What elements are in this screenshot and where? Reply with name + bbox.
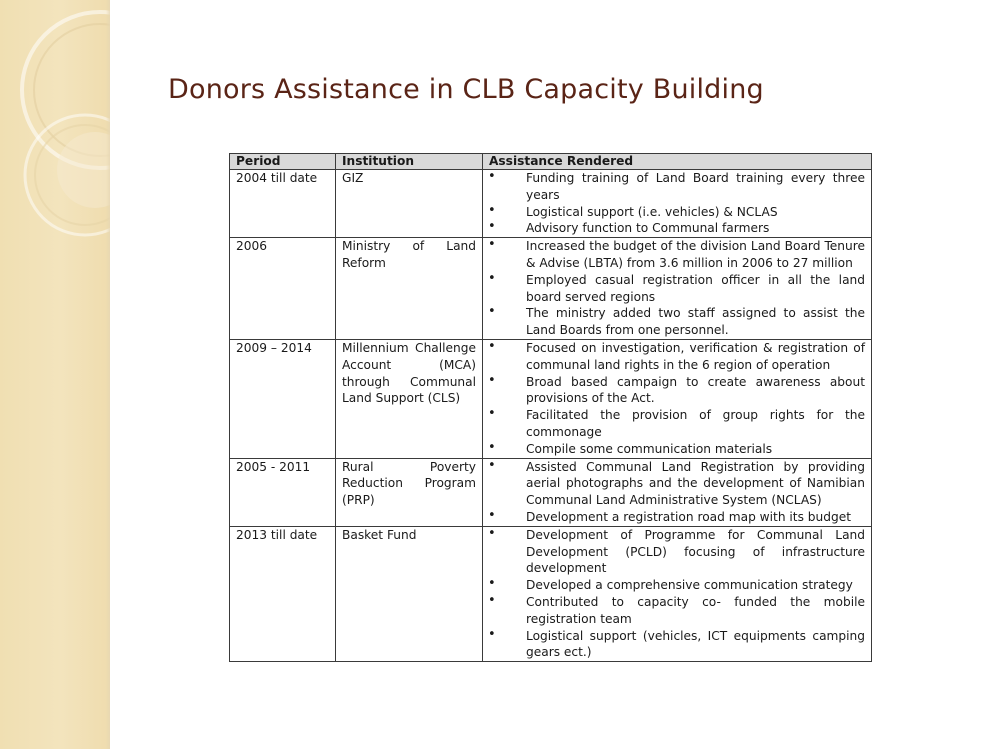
table-row xyxy=(230,339,872,458)
decorative-swirl-graphic xyxy=(0,0,110,749)
period-cell: 2005 - 2011 xyxy=(230,458,336,526)
list-item: • Focused on investigation, verification & registration of communal land rights in the 6 region of operation xyxy=(489,340,865,374)
institution-cell: Millennium Challenge Account (MCA) through Communal Land Support (CLS) xyxy=(336,339,483,458)
assistance-cell xyxy=(483,339,872,458)
list-item: • Development a registration road map with its budget xyxy=(489,509,865,526)
period-cell: 2006 xyxy=(230,238,336,340)
assistance-cell xyxy=(483,170,872,238)
page-title: Donors Assistance in CLB Capacity Building xyxy=(168,74,764,105)
list-item: • Assisted Communal Land Registration by providing aerial photographs and the development of Namibian Communal Land Administrative System (NCLAS) xyxy=(489,459,865,509)
list-item: • Development of Programme for Communal Land Development (PCLD) focusing of infrastructure development xyxy=(489,527,865,577)
column-header-institution: Institution xyxy=(336,154,483,170)
table-row xyxy=(230,170,872,238)
institution-cell: Rural Poverty Reduction Program (PRP) xyxy=(336,458,483,526)
period-cell: 2009 – 2014 xyxy=(230,339,336,458)
list-item: • Increased the budget of the division Land Board Tenure & Advise (LBTA) from 3.6 million in 2006 to 27 million xyxy=(489,238,865,272)
column-header-period: Period xyxy=(230,154,336,170)
list-item: • Logistical support (vehicles, ICT equipments camping gears ect.) xyxy=(489,628,865,662)
list-item: • Broad based campaign to create awareness about provisions of the Act. xyxy=(489,374,865,408)
assistance-cell xyxy=(483,526,872,661)
institution-cell: Ministry of Land Reform xyxy=(336,238,483,340)
institution-cell: GIZ xyxy=(336,170,483,238)
list-item: • Advisory function to Communal farmers xyxy=(489,220,865,237)
list-item: • Compile some communication materials xyxy=(489,441,865,458)
table-row xyxy=(230,458,872,526)
assistance-list xyxy=(489,459,865,526)
table-header-row xyxy=(230,154,872,170)
assistance-cell xyxy=(483,458,872,526)
column-header-assistance: Assistance Rendered xyxy=(483,154,872,170)
period-cell: 2004 till date xyxy=(230,170,336,238)
list-item: • Employed casual registration officer in all the land board served regions xyxy=(489,272,865,306)
list-item: • Facilitated the provision of group rights for the commonage xyxy=(489,407,865,441)
list-item: • Funding training of Land Board training every three years xyxy=(489,170,865,204)
period-cell: 2013 till date xyxy=(230,526,336,661)
list-item: • Logistical support (i.e. vehicles) & NCLAS xyxy=(489,204,865,221)
decorative-side-band xyxy=(0,0,110,749)
list-item: • Developed a comprehensive communication strategy xyxy=(489,577,865,594)
assistance-list xyxy=(489,340,865,458)
donors-assistance-table xyxy=(229,153,872,662)
assistance-list xyxy=(489,527,865,661)
institution-cell: Basket Fund xyxy=(336,526,483,661)
assistance-cell xyxy=(483,238,872,340)
table-row xyxy=(230,238,872,340)
assistance-list xyxy=(489,238,865,339)
table-row xyxy=(230,526,872,661)
list-item: • The ministry added two staff assigned to assist the Land Boards from one personnel. xyxy=(489,305,865,339)
list-item: • Contributed to capacity co- funded the mobile registration team xyxy=(489,594,865,628)
assistance-list xyxy=(489,170,865,237)
